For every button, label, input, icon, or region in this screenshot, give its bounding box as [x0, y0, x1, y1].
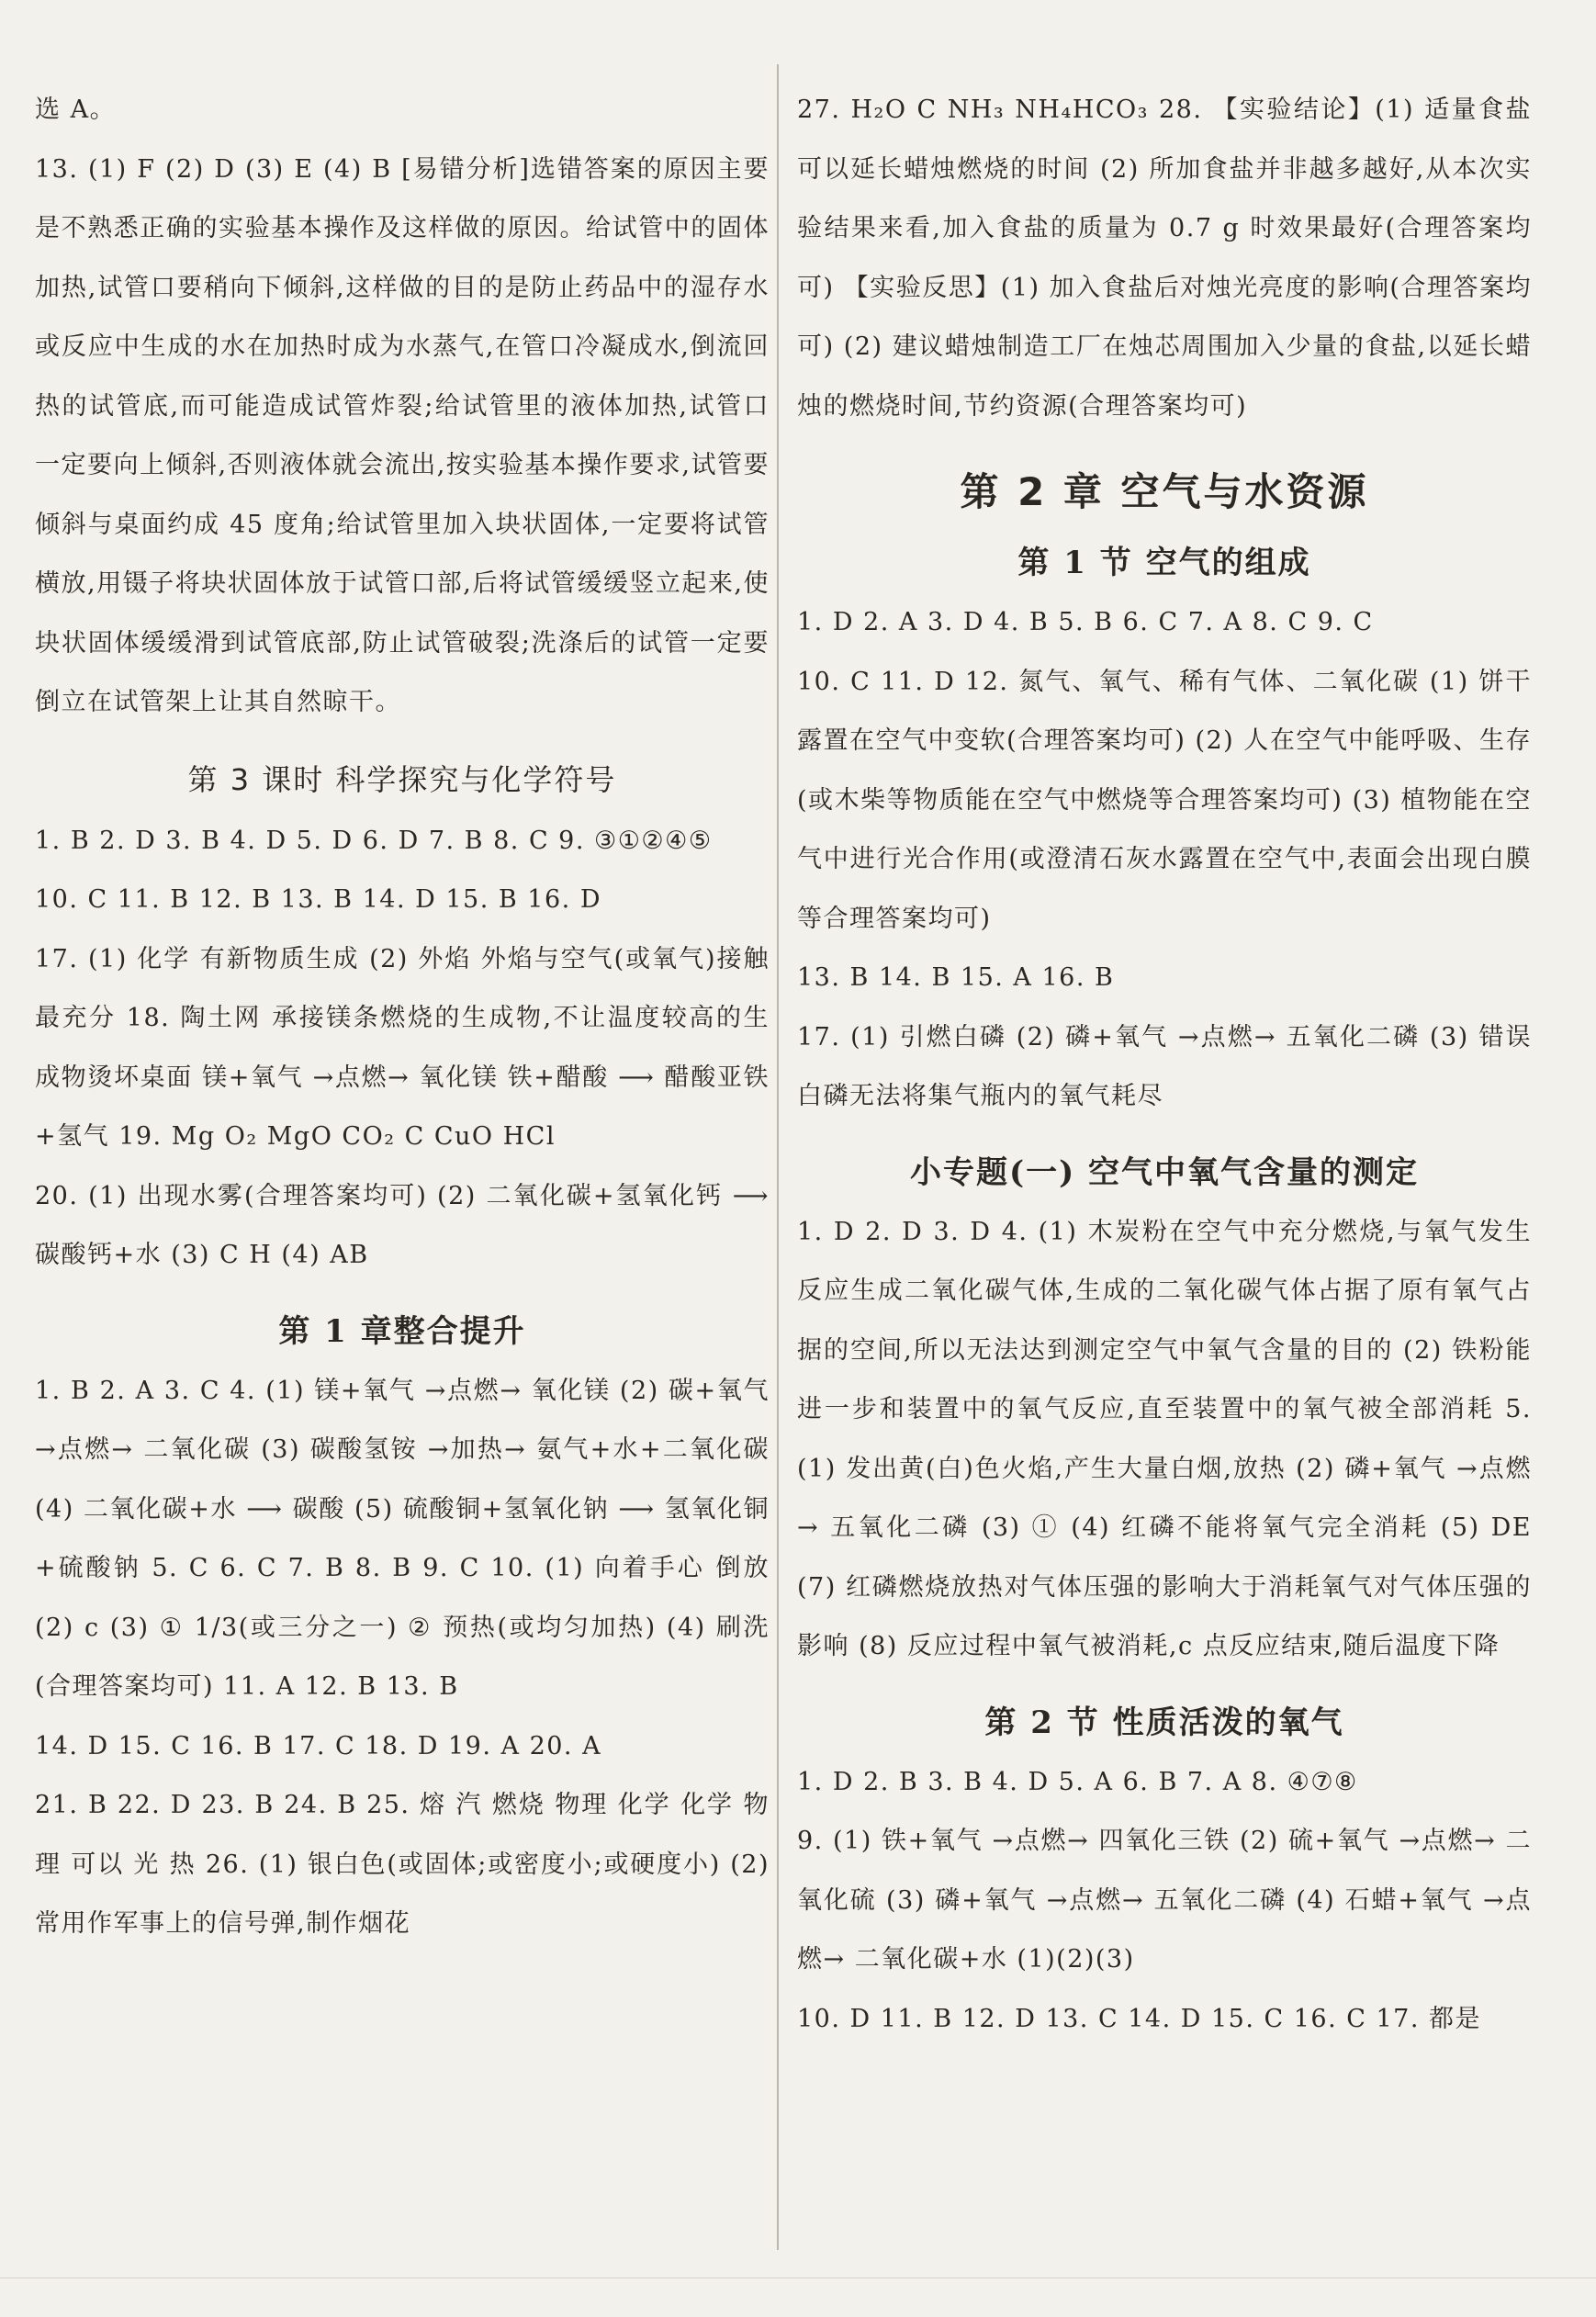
answer-paragraph: 14. D 15. C 16. B 17. C 18. D 19. A 20. A [35, 1731, 602, 1760]
review-heading: 第 1 章整合提升 [278, 1312, 526, 1350]
lesson-heading: 第 3 课时 科学探究与化学符号 [187, 761, 617, 797]
answer-paragraph: 9. (1) 铁+氧气 →点燃→ 四氧化三铁 (2) 硫+氧气 →点燃→ 二氧化硫 (3) 磷+氧气 →点燃→ 五氧化二磷 (4) 石蜡+氧气 →点燃→ 二氧化碳+水 (1)(2)(3) [797, 1827, 1532, 1974]
right-column [797, 81, 1532, 2049]
answer-paragraph: 1. B 2. A 3. C 4. (1) 镁+氧气 →点燃→ 氧化镁 (2) 碳+氧气 →点燃→ 二氧化碳 (3) 碳酸氢铵 →加热→ 氨气+水+二氧化碳 (4) 二氧化碳+水 ⟶ 碳酸 (5) 硫酸铜+氢氧化钠 ⟶ 氢氧化铜+硫酸钠 5. C 6. C 7. B 8. B 9. C 10. (1) 向着手心 倒放 (2) c (3) ① 1/3(或三分之一) ② 预热(或均匀加热) (4) 刷洗(合理答案均可) 11. A 12. B 13. B [35, 1376, 770, 1701]
answer-paragraph: 17. (1) 化学 有新物质生成 (2) 外焰 外焰与空气(或氧气)接触最充分 18. 陶土网 承接镁条燃烧的生成物,不让温度较高的生成物烫坏桌面 镁+氧气 →点燃→ 氧化镁 铁+醋酸 ⟶ 醋酸亚铁+氢气 19. Mg O₂ MgO CO₂ C CuO HCl [35, 944, 770, 1151]
answer-paragraph: 21. B 22. D 23. B 24. B 25. 熔 汽 燃烧 物理 化学 化学 物理 可以 光 热 26. (1) 银白色(或固体;或密度小;或硬度小) (2) 常用作军事上的信号弹,制作烟花 [35, 1791, 770, 1938]
answer-paragraph: 1. B 2. D 3. B 4. D 5. D 6. D 7. B 8. C 9. ③①②④⑤ [35, 826, 713, 855]
answer-paragraph: 1. D 2. A 3. D 4. B 5. B 6. C 7. A 8. C 9. C [797, 608, 1374, 636]
answer-paragraph: 13. (1) F (2) D (3) E (4) B [易错分析]选错答案的原因主要是不熟悉正确的实验基本操作及这样做的原因。给试管中的固体加热,试管口要稍向下倾斜,这样做的目的是防止药品中的湿存水或反应中生成的水在加热时成为水蒸气,在管口冷凝成水,倒流回热的试管底,而可能造成试管炸裂;给试管里的液体加热,试管口一定要向上倾斜,否则液体就会流出,按实验基本操作要求,试管要倾斜与桌面约成 45 度角;给试管里加入块状固体,一定要将试管横放,用镊子将块状固体放于试管口部,后将试管缓缓竖立起来,使块状固体缓缓滑到试管底部,防止试管破裂;洗涤后的试管一定要倒立在试管架上让其自然晾干。 [35, 154, 770, 716]
answer-paragraph: 1. D 2. D 3. D 4. (1) 木炭粉在空气中充分燃烧,与氧气发生反应生成二氧化碳气体,生成的二氧化碳气体占据了原有氧气占据的空间,所以无法达到测定空气中氧气含量的目的 (2) 铁粉能进一步和装置中的氧气反应,直至装置中的氧气被全部消耗 5. (1) 发出黄(白)色火焰,产生大量白烟,放热 (2) 磷+氧气 →点燃→ 五氧化二磷 (3) ① (4) 红磷不能将氧气完全消耗 (5) DE (7) 红磷燃烧放热对气体压强的影响大于消耗氧气对气体压强的影响 (8) 反应过程中氧气被消耗,c 点反应结束,随后温度下降 [797, 1217, 1532, 1660]
answer-paragraph: 选 A。 [35, 96, 117, 124]
answer-paragraph: 10. C 11. B 12. B 13. B 14. D 15. B 16. D [35, 885, 601, 914]
answer-paragraph: 13. B 14. B 15. A 16. B [797, 963, 1115, 992]
section-heading: 第 2 节 性质活泼的氧气 [984, 1704, 1344, 1741]
chapter-heading: 第 2 章 空气与水资源 [960, 469, 1369, 514]
topic-heading: 小专题(一) 空气中氧气含量的测定 [909, 1153, 1419, 1191]
answer-paragraph: 17. (1) 引燃白磷 (2) 磷+氧气 →点燃→ 五氧化二磷 (3) 错误 白磷无法将集气瓶内的氧气耗尽 [797, 1022, 1532, 1110]
answer-paragraph: 10. C 11. D 12. 氮气、氧气、稀有气体、二氧化碳 (1) 饼干露置在空气中变软(合理答案均可) (2) 人在空气中能呼吸、生存(或木柴等物质能在空气中燃烧等合理答案均可) (3) 植物能在空气中进行光合作用(或澄清石灰水露置在空气中,表面会出现白膜等合理答案均可) [797, 667, 1532, 933]
answer-paragraph: 1. D 2. B 3. B 4. D 5. A 6. B 7. A 8. ④⑦⑧ [797, 1767, 1358, 1796]
column-divider [777, 64, 779, 2250]
left-column [35, 81, 770, 1954]
answer-paragraph: 20. (1) 出现水雾(合理答案均可) (2) 二氧化碳+氢氧化钙 ⟶ 碳酸钙+水 (3) C H (4) AB [35, 1181, 770, 1269]
answer-paragraph: 27. H₂O C NH₃ NH₄HCO₃ 28. 【实验结论】(1) 适量食盐可以延长蜡烛燃烧的时间 (2) 所加食盐并非越多越好,从本次实验结果来看,加入食盐的质量为 0.7 g 时效果最好(合理答案均可) 【实验反思】(1) 加入食盐后对烛光亮度的影响(合理答案均可) (2) 建议蜡烛制造工厂在烛芯周围加入少量的食盐,以延长蜡烛的燃烧时间,节约资源(合理答案均可) [797, 96, 1532, 421]
section-heading: 第 1 节 空气的组成 [1017, 545, 1311, 581]
answer-paragraph: 10. D 11. B 12. D 13. C 14. D 15. C 16. C 17. 都是 [797, 2004, 1482, 2033]
